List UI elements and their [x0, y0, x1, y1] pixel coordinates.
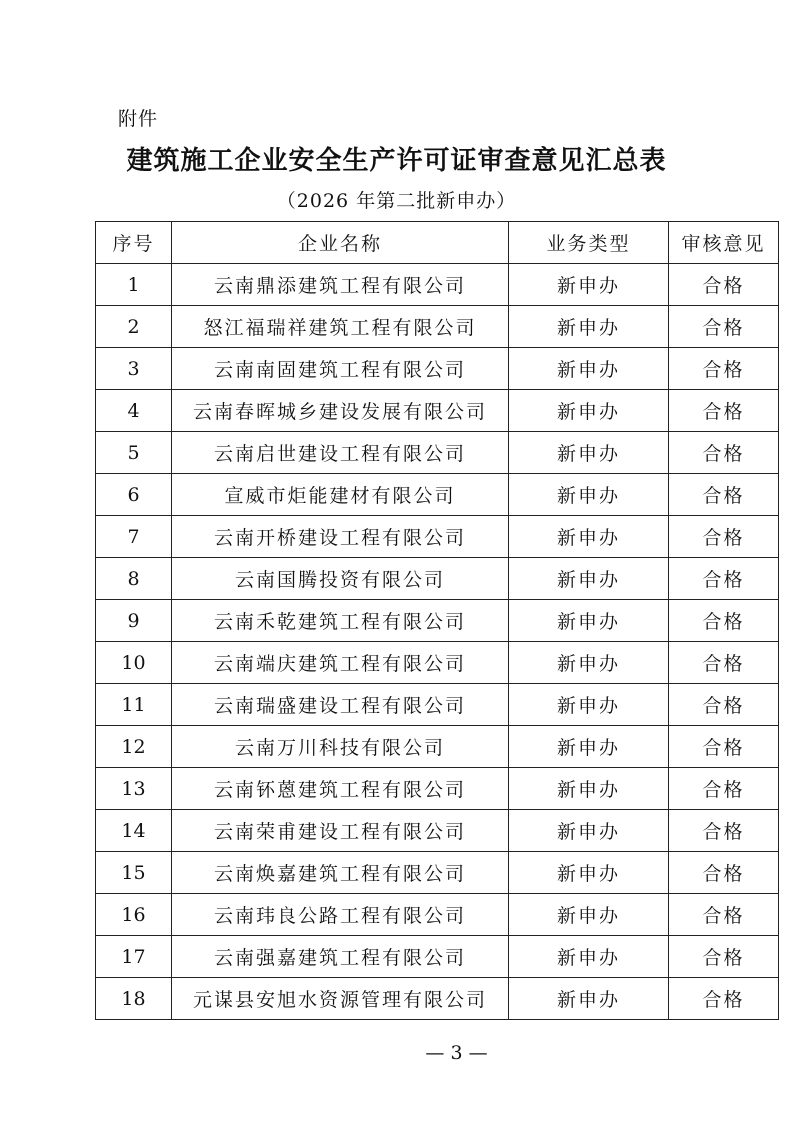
cell-review-opinion: 合格 — [669, 306, 779, 348]
table-row — [96, 810, 779, 852]
table-row — [96, 474, 779, 516]
cell-company-name: 云南强嘉建筑工程有限公司 — [172, 936, 509, 978]
table-row — [96, 348, 779, 390]
cell-company-name: 云南禾乾建筑工程有限公司 — [172, 600, 509, 642]
cell-company-name: 元谋县安旭水资源管理有限公司 — [172, 978, 509, 1020]
cell-serial-number: 16 — [96, 894, 172, 936]
table-row — [96, 684, 779, 726]
cell-company-name: 云南南固建筑工程有限公司 — [172, 348, 509, 390]
cell-business-type: 新申办 — [509, 936, 669, 978]
cell-business-type: 新申办 — [509, 516, 669, 558]
cell-review-opinion: 合格 — [669, 726, 779, 768]
cell-review-opinion: 合格 — [669, 264, 779, 306]
cell-review-opinion: 合格 — [669, 558, 779, 600]
cell-serial-number: 12 — [96, 726, 172, 768]
attachment-label: 附件 — [118, 108, 159, 130]
cell-company-name: 云南钚蒽建筑工程有限公司 — [172, 768, 509, 810]
cell-serial-number: 11 — [96, 684, 172, 726]
table-row — [96, 558, 779, 600]
cell-company-name: 云南万川科技有限公司 — [172, 726, 509, 768]
cell-business-type: 新申办 — [509, 432, 669, 474]
header-serial-number: 序号 — [96, 222, 172, 264]
cell-business-type: 新申办 — [509, 642, 669, 684]
cell-serial-number: 8 — [96, 558, 172, 600]
cell-serial-number: 17 — [96, 936, 172, 978]
cell-review-opinion: 合格 — [669, 894, 779, 936]
table-body — [96, 264, 779, 1020]
cell-review-opinion: 合格 — [669, 978, 779, 1020]
cell-company-name: 云南焕嘉建筑工程有限公司 — [172, 852, 509, 894]
cell-review-opinion: 合格 — [669, 642, 779, 684]
cell-business-type: 新申办 — [509, 978, 669, 1020]
cell-review-opinion: 合格 — [669, 390, 779, 432]
cell-review-opinion: 合格 — [669, 516, 779, 558]
table-row — [96, 726, 779, 768]
cell-review-opinion: 合格 — [669, 768, 779, 810]
cell-company-name: 怒江福瑞祥建筑工程有限公司 — [172, 306, 509, 348]
cell-company-name: 云南国腾投资有限公司 — [172, 558, 509, 600]
cell-review-opinion: 合格 — [669, 810, 779, 852]
cell-company-name: 宣威市炬能建材有限公司 — [172, 474, 509, 516]
cell-business-type: 新申办 — [509, 894, 669, 936]
cell-business-type: 新申办 — [509, 558, 669, 600]
table-row — [96, 432, 779, 474]
document-subtitle: （2026 年第二批新申办） — [276, 190, 517, 212]
table-row — [96, 936, 779, 978]
document-title: 建筑施工企业安全生产许可证审查意见汇总表 — [126, 146, 667, 176]
table-row — [96, 894, 779, 936]
table-row — [96, 852, 779, 894]
cell-company-name: 云南玮良公路工程有限公司 — [172, 894, 509, 936]
cell-review-opinion: 合格 — [669, 684, 779, 726]
table-row — [96, 390, 779, 432]
cell-review-opinion: 合格 — [669, 600, 779, 642]
cell-business-type: 新申办 — [509, 264, 669, 306]
table-row — [96, 768, 779, 810]
review-summary-table — [95, 221, 779, 1020]
table-row — [96, 306, 779, 348]
cell-business-type: 新申办 — [509, 348, 669, 390]
cell-company-name: 云南荣甫建设工程有限公司 — [172, 810, 509, 852]
cell-company-name: 云南瑞盛建设工程有限公司 — [172, 684, 509, 726]
cell-review-opinion: 合格 — [669, 852, 779, 894]
cell-serial-number: 5 — [96, 432, 172, 474]
cell-serial-number: 15 — [96, 852, 172, 894]
cell-review-opinion: 合格 — [669, 474, 779, 516]
cell-business-type: 新申办 — [509, 852, 669, 894]
cell-company-name: 云南启世建设工程有限公司 — [172, 432, 509, 474]
cell-serial-number: 1 — [96, 264, 172, 306]
cell-business-type: 新申办 — [509, 684, 669, 726]
cell-serial-number: 4 — [96, 390, 172, 432]
header-review-opinion: 审核意见 — [669, 222, 779, 264]
table-row — [96, 516, 779, 558]
cell-serial-number: 13 — [96, 768, 172, 810]
cell-business-type: 新申办 — [509, 768, 669, 810]
cell-serial-number: 3 — [96, 348, 172, 390]
table-header-row — [96, 222, 779, 264]
cell-serial-number: 14 — [96, 810, 172, 852]
cell-business-type: 新申办 — [509, 600, 669, 642]
table-row — [96, 264, 779, 306]
header-company-name: 企业名称 — [172, 222, 509, 264]
page-number: — 3 — — [425, 1042, 488, 1064]
cell-business-type: 新申办 — [509, 726, 669, 768]
cell-business-type: 新申办 — [509, 390, 669, 432]
cell-business-type: 新申办 — [509, 474, 669, 516]
header-business-type: 业务类型 — [509, 222, 669, 264]
cell-business-type: 新申办 — [509, 306, 669, 348]
cell-serial-number: 10 — [96, 642, 172, 684]
cell-serial-number: 18 — [96, 978, 172, 1020]
cell-serial-number: 6 — [96, 474, 172, 516]
cell-company-name: 云南端庆建筑工程有限公司 — [172, 642, 509, 684]
table-row — [96, 642, 779, 684]
cell-company-name: 云南鼎添建筑工程有限公司 — [172, 264, 509, 306]
cell-company-name: 云南开桥建设工程有限公司 — [172, 516, 509, 558]
cell-serial-number: 2 — [96, 306, 172, 348]
cell-review-opinion: 合格 — [669, 432, 779, 474]
table-row — [96, 600, 779, 642]
cell-review-opinion: 合格 — [669, 348, 779, 390]
cell-serial-number: 7 — [96, 516, 172, 558]
cell-company-name: 云南春晖城乡建设发展有限公司 — [172, 390, 509, 432]
cell-review-opinion: 合格 — [669, 936, 779, 978]
cell-serial-number: 9 — [96, 600, 172, 642]
table-row — [96, 978, 779, 1020]
cell-business-type: 新申办 — [509, 810, 669, 852]
